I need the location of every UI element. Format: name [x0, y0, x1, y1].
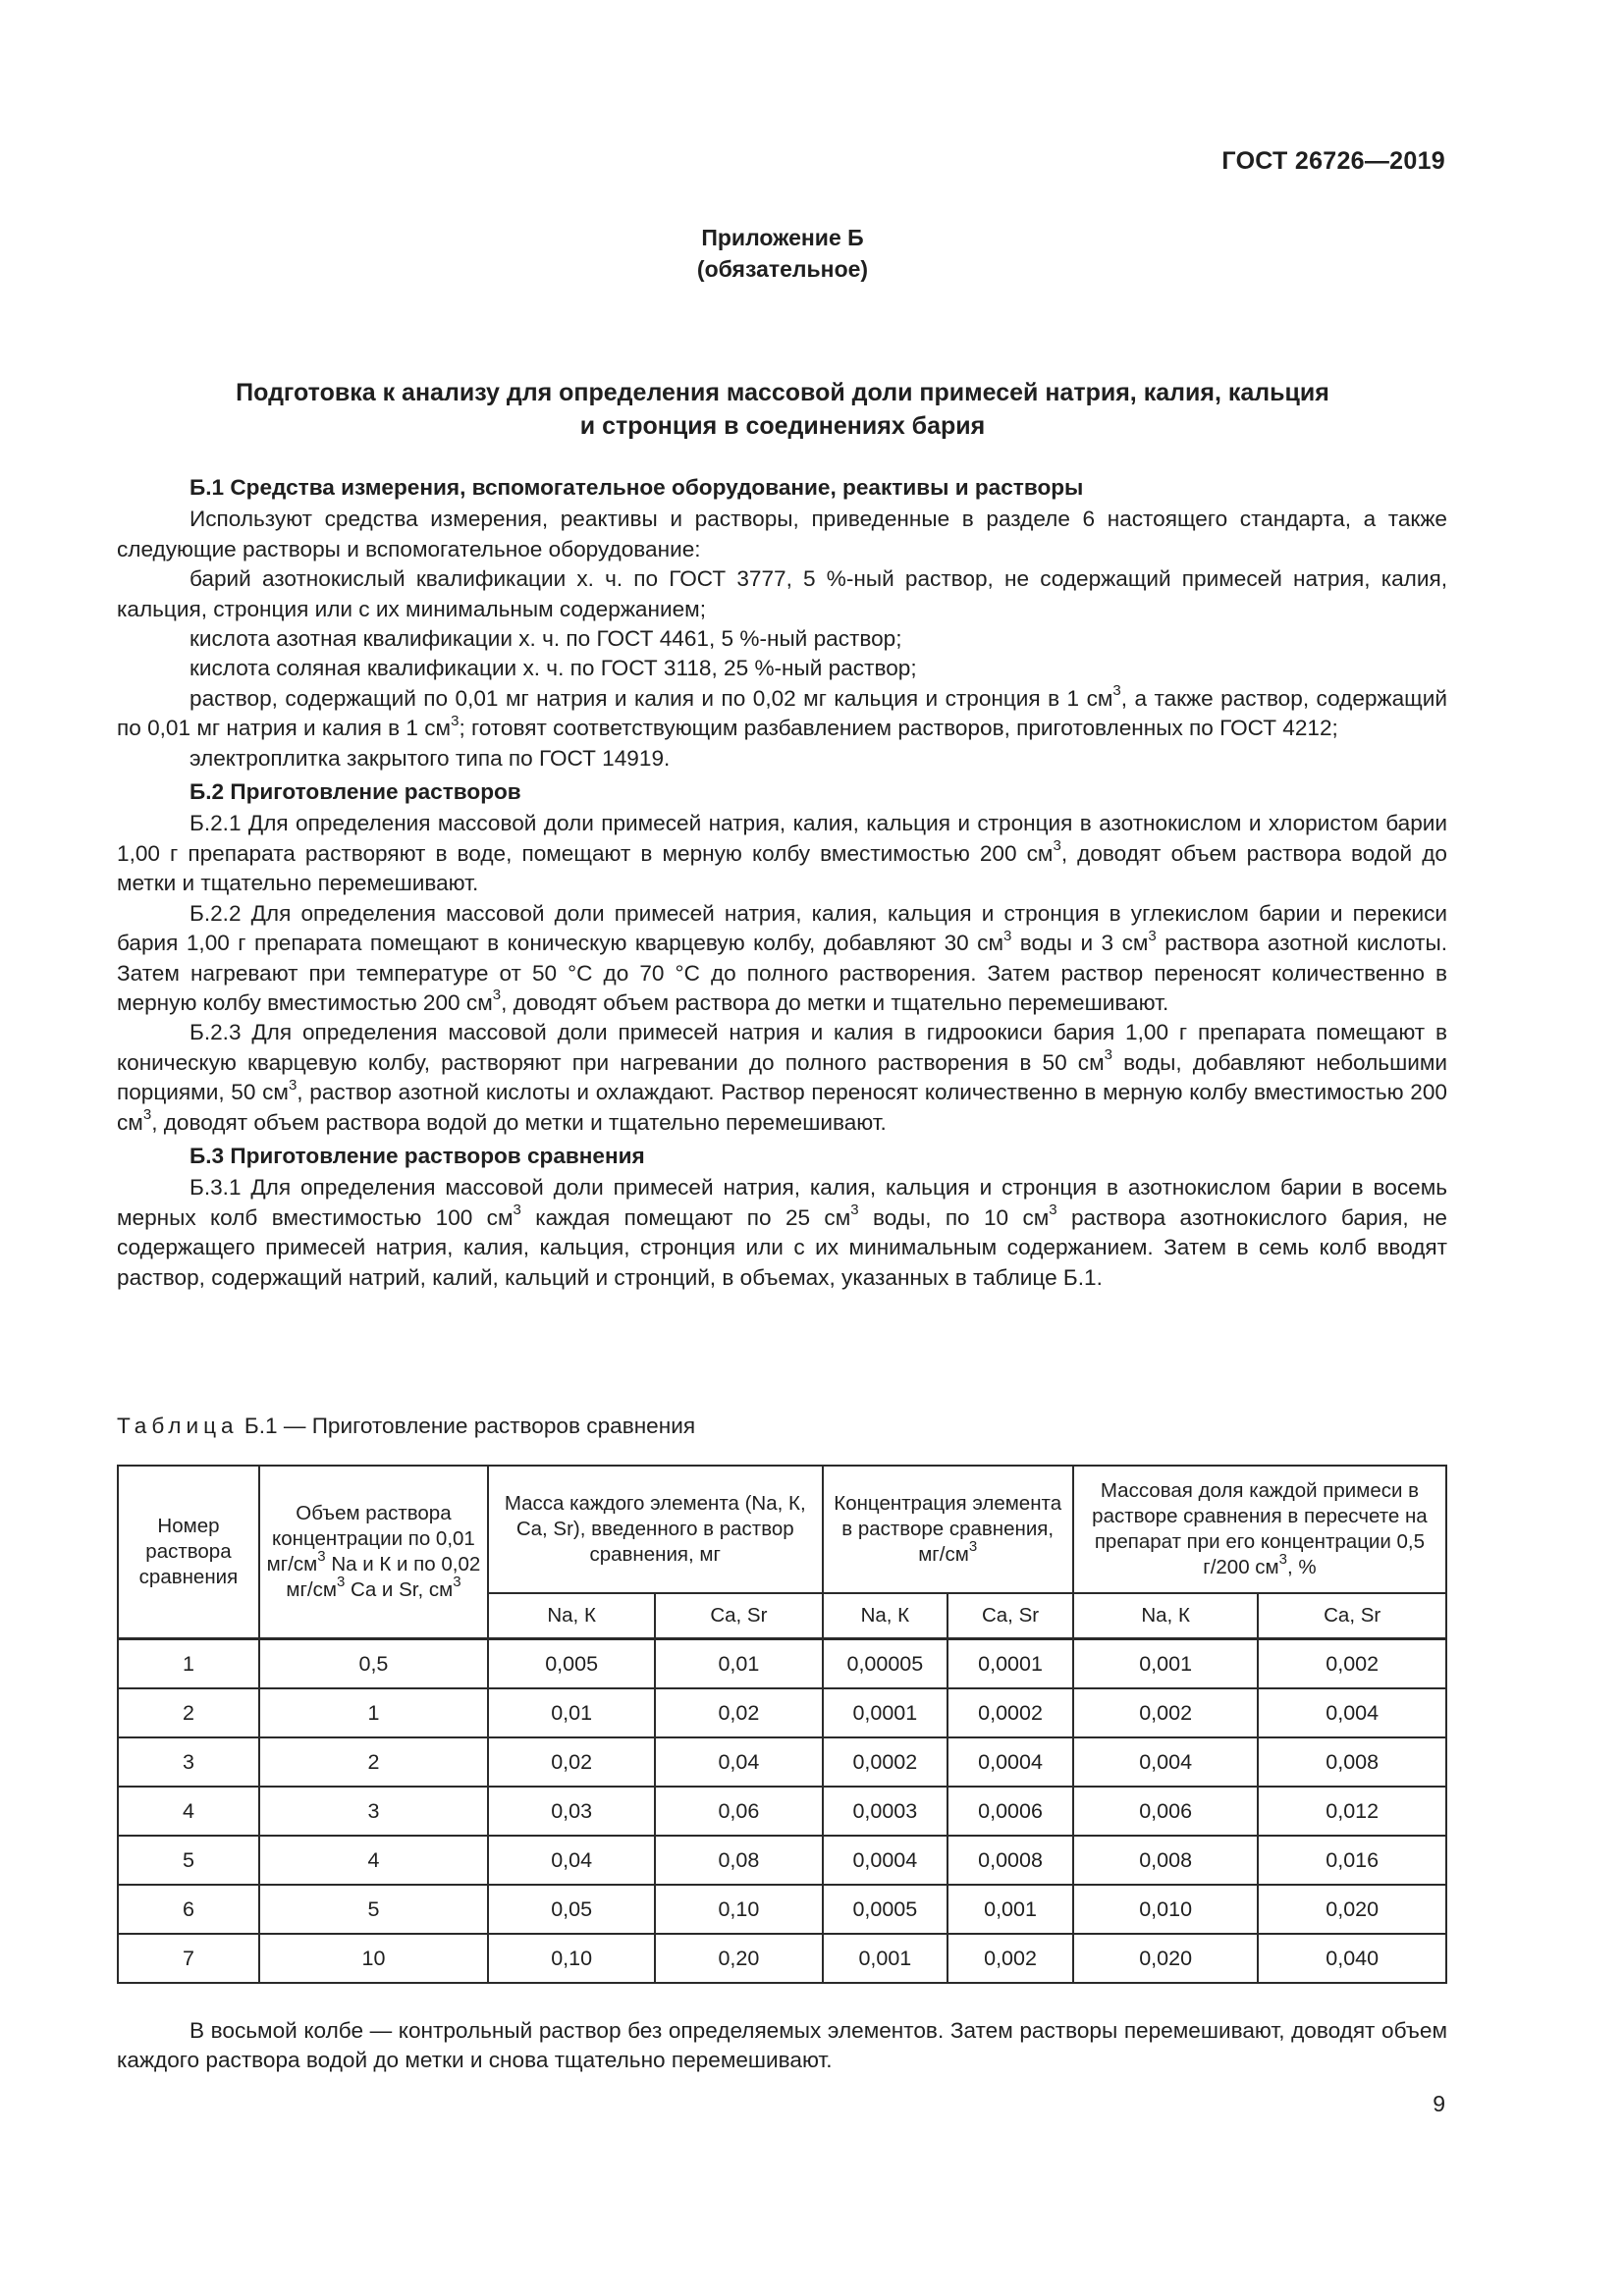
table-cell: 0,5 [259, 1639, 488, 1689]
text-span: Б.2.1 Для определения массовой доли примесей натрия, калия, кальция и стронция в азотнокислом и хлористом барии 1,00 г препарата растворяют в воде, помещают в мерную колбу вместимостью 200 см [117, 811, 1447, 866]
caption-text: Б.1 — Приготовление растворов сравнения [244, 1414, 696, 1438]
text-span: , доводят объем раствора водой до метки и тщательно перемешивают. [117, 840, 1447, 896]
table-header-cell [823, 1466, 1073, 1593]
text-span: каждая помещают по 25 см [520, 1204, 851, 1230]
table-cell: 0,005 [488, 1639, 655, 1689]
table-cell: 5 [118, 1836, 259, 1885]
superscript: 3 [451, 712, 460, 729]
superscript: 3 [317, 1548, 326, 1566]
table-cell: 0,016 [1258, 1836, 1446, 1885]
table-cell: 0,001 [823, 1934, 948, 1983]
table-cell: 0,020 [1258, 1885, 1446, 1934]
paragraph: В восьмой колбе — контрольный раствор без определяемых элементов. Затем растворы перемешивают, доводят объем каждого раствора водой до метки и снова тщательно перемешивают. [117, 2018, 1447, 2073]
text-span: Ca и Sr, см [345, 1578, 454, 1601]
text-span: Б.2.3 Для определения массовой доли примесей натрия и калия в гидроокиси бария 1,00 г препарата помещают в коническую кварцевую колбу, растворяют при нагревании до полного растворения в 50 см [117, 1020, 1447, 1075]
table-cell: 0,03 [488, 1787, 655, 1836]
superscript: 3 [453, 1574, 461, 1591]
paragraph: электроплитка закрытого типа по ГОСТ 14919. [189, 745, 671, 771]
table-cell: 1 [118, 1639, 259, 1689]
superscript: 3 [1278, 1551, 1287, 1569]
superscript: 3 [142, 1106, 152, 1123]
table-cell: 0,0004 [947, 1737, 1073, 1787]
table-cell: 0,002 [947, 1934, 1073, 1983]
table-header-cell: Масса каждого элемента (Na, К, Ca, Sr), введенного в раствор сравнения, мг [488, 1466, 823, 1593]
superscript: 3 [1148, 927, 1157, 944]
superscript: 3 [1112, 682, 1121, 700]
table-cell: 0,04 [488, 1836, 655, 1885]
table-cell: 0,0001 [947, 1639, 1073, 1689]
table-header-cell: Номер раствора сравнения [118, 1466, 259, 1639]
table-cell: 0,004 [1258, 1688, 1446, 1737]
standard-header: ГОСТ 26726—2019 [1221, 147, 1445, 175]
table-subheader-cell: Na, К [488, 1593, 655, 1639]
table-cell: 0,20 [655, 1934, 822, 1983]
table-cell: 2 [118, 1688, 259, 1737]
text-span: , доводят объем раствора водой до метки и тщательно перемешивают. [151, 1109, 887, 1135]
text-span: раствора азотнокислого бария, не содержащего примесей натрия, калия, кальция, стронция или с их минимальным содержанием. Затем в семь колб вводят раствор, содержащий натрий, калий, кальций и стронций, в объемах, указанных в таблице Б.1. [117, 1204, 1447, 1290]
table-cell: 4 [259, 1836, 488, 1885]
appendix-main-title [118, 376, 1447, 443]
table-row [118, 1787, 1446, 1836]
table-cell: 0,004 [1073, 1737, 1259, 1787]
superscript: 3 [513, 1201, 521, 1219]
table-cell: 0,08 [655, 1836, 822, 1885]
table-row [118, 1688, 1446, 1737]
table-row [118, 1639, 1446, 1689]
table-cell: 0,002 [1258, 1639, 1446, 1689]
superscript: 3 [1053, 837, 1061, 855]
superscript: 3 [968, 1538, 978, 1556]
appendix-type: (обязательное) [696, 256, 869, 282]
paragraph [117, 1018, 1447, 1138]
paragraph: кислота азотная квалификации х. ч. по ГОСТ 4461, 5 %-ный раствор; [189, 626, 902, 652]
table-cell: 0,02 [655, 1688, 822, 1737]
text-span: Массовая доля каждой примеси в растворе сравнения в пересчете на препарат при его концентрации 0,5 г/200 см [1092, 1479, 1428, 1578]
table-cell: 0,10 [655, 1885, 822, 1934]
superscript: 3 [492, 987, 502, 1004]
text-span: раствор, содержащий по 0,01 мг натрия и калия и по 0,02 мг кальция и стронция в 1 см [189, 685, 1113, 711]
paragraph: Используют средства измерения, реактивы и растворы, приведенные в разделе 6 настоящего стандарта, а также следующие растворы и вспомогательное оборудование: [117, 507, 1447, 561]
table-caption [117, 1414, 695, 1439]
table-row [118, 1885, 1446, 1934]
text-span: , % [1287, 1556, 1317, 1578]
table-cell: 0,05 [488, 1885, 655, 1934]
table-cell: 0,10 [488, 1934, 655, 1983]
text-span: ; готовят соответствующим разбавлением растворов, приготовленных по ГОСТ 4212; [459, 716, 1338, 741]
table-row [118, 1934, 1446, 1983]
text-span: Б.2.2 Для определения массовой доли примесей натрия, калия, кальция и стронция в углекислом барии и перекиси бария 1,00 г препарата помещают в коническую кварцевую колбу, добавляют 30 см [117, 900, 1447, 956]
table-subheader-cell: Ca, Sr [1258, 1593, 1446, 1639]
table-b1 [117, 1465, 1447, 1984]
table-cell: 0,040 [1258, 1934, 1446, 1983]
table-cell: 0,012 [1258, 1787, 1446, 1836]
table-cell: 0,001 [947, 1885, 1073, 1934]
table-subheader-cell: Na, К [1073, 1593, 1259, 1639]
superscript: 3 [1049, 1201, 1057, 1219]
title-line-1: Подготовка к анализу для определения массовой доли примесей натрия, калия, кальция [236, 379, 1329, 406]
superscript: 3 [1003, 927, 1012, 944]
table-cell: 0,06 [655, 1787, 822, 1836]
appendix-heading [118, 222, 1447, 285]
table-cell: 0,0006 [947, 1787, 1073, 1836]
table-cell: 0,0005 [823, 1885, 948, 1934]
superscript: 3 [1104, 1046, 1112, 1064]
table-cell: 0,02 [488, 1737, 655, 1787]
table-subheader-cell: Ca, Sr [655, 1593, 822, 1639]
table-cell: 7 [118, 1934, 259, 1983]
text-span: , раствор азотной кислоты и охлаждают. Раствор переносят количественно в мерную колбу вместимостью 200 см [117, 1080, 1447, 1135]
text-span: раствора азотной кислоты. Затем нагревают при температуре от 50 °С до 70 °С до полного растворения. Затем раствор переносят количественно в мерную колбу вместимостью 200 см [117, 931, 1447, 1015]
table-cell: 0,001 [1073, 1639, 1259, 1689]
superscript: 3 [336, 1574, 346, 1591]
text-span: , а также раствор, содержащий по 0,01 мг натрия и калия в 1 см [117, 685, 1447, 741]
table-cell: 0,0001 [823, 1688, 948, 1737]
appendix-title: Приложение Б [701, 225, 864, 250]
title-line-2: и стронция в соединениях бария [579, 412, 986, 440]
page-number: 9 [1433, 2091, 1445, 2116]
paragraph: кислота соляная квалификации х. ч. по ГОСТ 3118, 25 %-ный раствор; [189, 656, 917, 681]
closing-text [117, 2016, 1447, 2076]
table-cell: 3 [259, 1787, 488, 1836]
table-header-cell [259, 1466, 488, 1639]
superscript: 3 [288, 1076, 298, 1094]
table-row [118, 1836, 1446, 1885]
table-cell: 0,04 [655, 1737, 822, 1787]
table-cell: 0,008 [1258, 1737, 1446, 1787]
paragraph [117, 1173, 1447, 1293]
table-cell: 0,0002 [947, 1688, 1073, 1737]
document-body [117, 469, 1447, 1293]
table-cell: 10 [259, 1934, 488, 1983]
superscript: 3 [850, 1201, 859, 1219]
table-cell: 0,020 [1073, 1934, 1259, 1983]
text-span: воды, по 10 см [858, 1204, 1050, 1230]
table-cell: 0,01 [488, 1688, 655, 1737]
text-span: Б.3.1 Для определения массовой доли примесей натрия, калия, кальция и стронция в азотнокислом барии в восемь мерных колб вместимостью 100 см [117, 1175, 1447, 1230]
text-span: воды, добавляют небольшими порциями, 50 см [117, 1049, 1447, 1105]
table-cell: 0,010 [1073, 1885, 1259, 1934]
table-header-cell [1073, 1466, 1446, 1593]
table-cell: 0,006 [1073, 1787, 1259, 1836]
table-cell: 0,008 [1073, 1836, 1259, 1885]
table-cell: 3 [118, 1737, 259, 1787]
table-cell: 4 [118, 1787, 259, 1836]
text-span: , доводят объем раствора до метки и тщательно перемешивают. [501, 989, 1169, 1015]
table-cell: 0,0003 [823, 1787, 948, 1836]
paragraph: барий азотнокислый квалификации х. ч. по ГОСТ 3777, 5 %-ный раствор, не содержащий примесей натрия, калия, кальция, стронция или с их минимальным содержанием; [117, 566, 1447, 621]
table-cell: 0,0002 [823, 1737, 948, 1787]
table-cell: 6 [118, 1885, 259, 1934]
section-b1-heading: Б.1 Средства измерения, вспомогательное оборудование, реактивы и растворы [189, 475, 1084, 500]
table-row [118, 1737, 1446, 1787]
table-cell: 2 [259, 1737, 488, 1787]
text-span: воды и 3 см [1011, 931, 1149, 956]
table-subheader-cell: Na, К [823, 1593, 948, 1639]
paragraph [117, 684, 1447, 744]
text-span: Концентрация элемента в растворе сравнения, мг/см [834, 1492, 1062, 1566]
table-cell: 0,00005 [823, 1639, 948, 1689]
section-b3-heading: Б.3 Приготовление растворов сравнения [189, 1143, 645, 1168]
table-cell: 0,0004 [823, 1836, 948, 1885]
caption-label: Таблица [117, 1414, 239, 1438]
table-cell: 0,01 [655, 1639, 822, 1689]
paragraph [117, 809, 1447, 898]
table-cell: 5 [259, 1885, 488, 1934]
table-cell: 1 [259, 1688, 488, 1737]
text-span: Na и К и по 0,02 мг/см [286, 1553, 481, 1601]
table-cell: 0,0008 [947, 1836, 1073, 1885]
paragraph [117, 899, 1447, 1019]
section-b2-heading: Б.2 Приготовление растворов [189, 779, 521, 805]
table-subheader-cell: Ca, Sr [947, 1593, 1073, 1639]
text-span: Объем раствора концентрации по 0,01 мг/см [266, 1502, 475, 1575]
table-cell: 0,002 [1073, 1688, 1259, 1737]
